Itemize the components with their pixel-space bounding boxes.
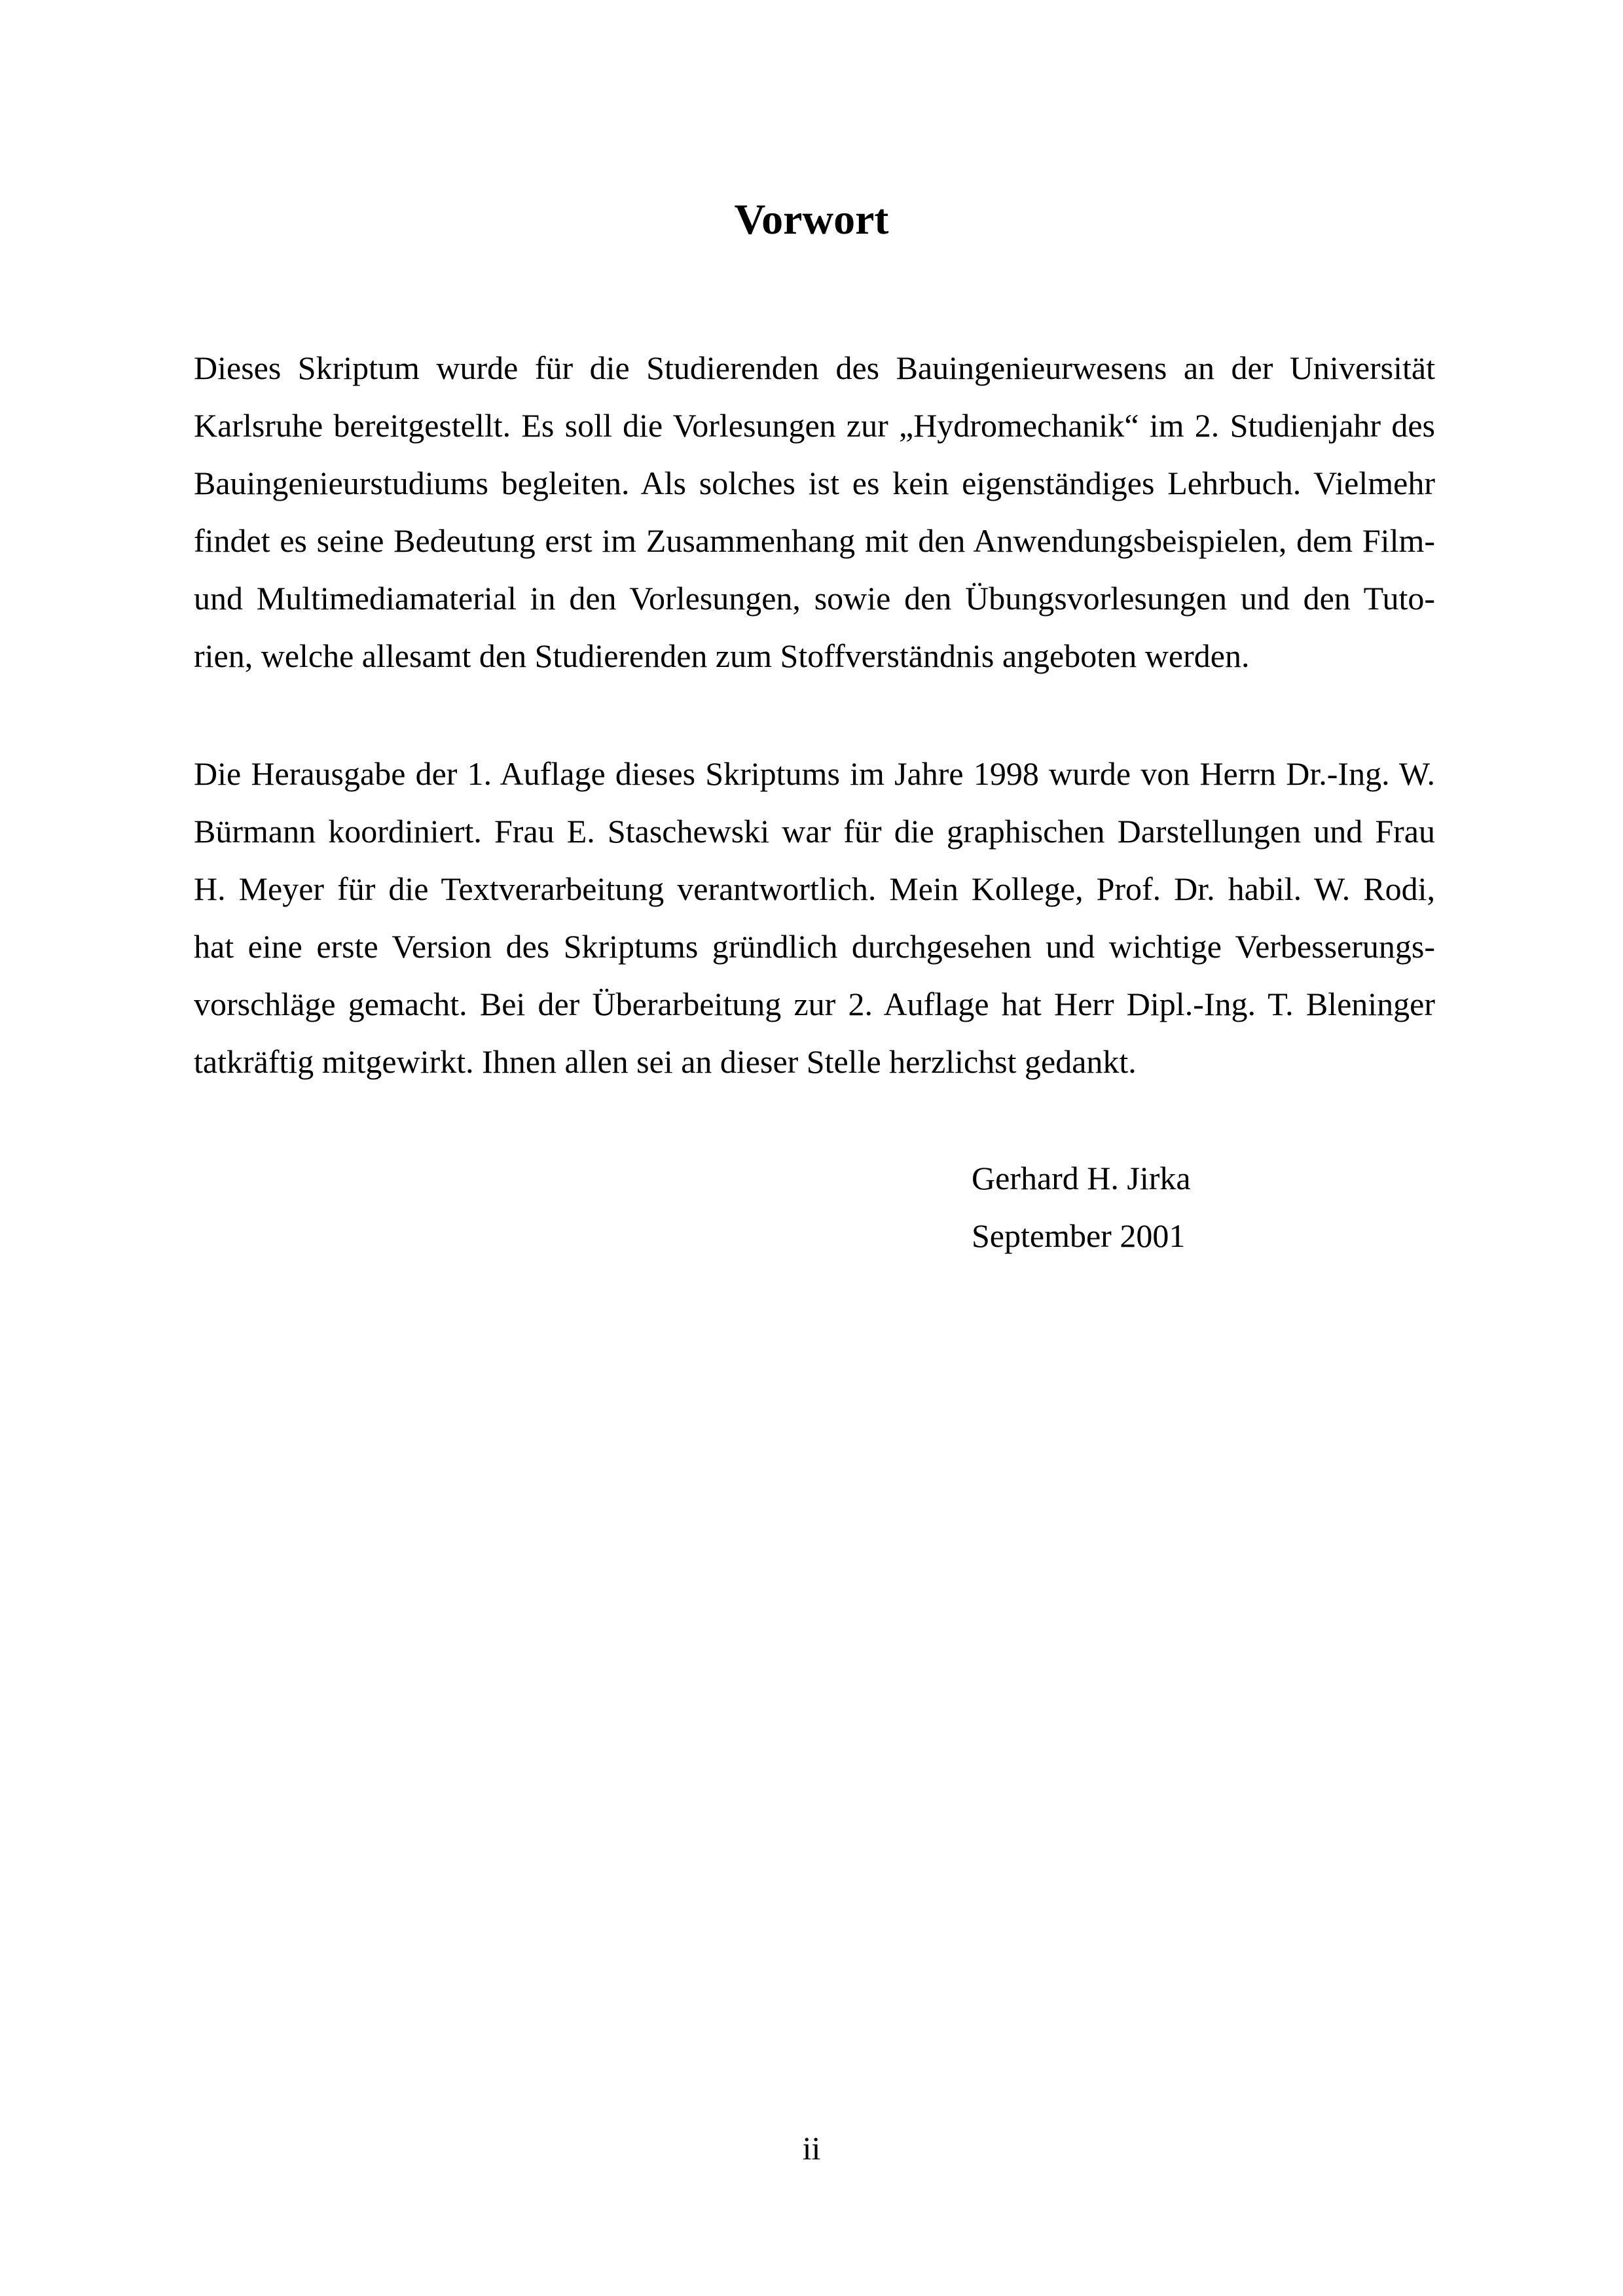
paragraph-2-line: Bürmann koordiniert. Frau E. Staschewski war für die graphischen Darstellungen und Frau (194, 813, 1435, 850)
page-number: ii (802, 2130, 821, 2166)
paragraph-1-line: findet es seine Bedeutung erst im Zusammenhang mit den Anwendungsbeispielen, dem Film- (194, 522, 1435, 559)
paragraph-2-line: H. Meyer für die Textverarbeitung verantwortlich. Mein Kollege, Prof. Dr. habil. W. Rodi, (194, 870, 1435, 907)
paragraph-1-line: rien, welche allesamt den Studierenden zum Stoffverständnis angeboten werden. (194, 637, 1250, 674)
paragraph-1 (194, 339, 1435, 685)
signature-date: September 2001 (972, 1217, 1186, 1254)
paragraph-2-line: vorschläge gemacht. Bei der Überarbeitung zur 2. Auflage hat Herr Dipl.-Ing. T. Bleninger (194, 986, 1435, 1022)
paragraph-2-line: Die Herausgabe der 1. Auflage dieses Skriptums im Jahre 1998 wurde von Herrn Dr.-Ing. W. (194, 755, 1435, 792)
paragraph-2 (194, 745, 1435, 1090)
paragraph-1-line: Dieses Skriptum wurde für die Studierenden des Bauingenieurwesens an der Universität (194, 350, 1435, 386)
paragraph-2-line: tatkräftig mitgewirkt. Ihnen allen sei an dieser Stelle herzlichst gedankt. (194, 1043, 1137, 1080)
signature-author: Gerhard H. Jirka (972, 1160, 1191, 1196)
paragraph-1-line: Karlsruhe bereitgestellt. Es soll die Vorlesungen zur „Hydromechanik“ im 2. Studienjahr des (194, 407, 1435, 444)
page-title: Vorwort (734, 196, 889, 243)
paragraph-1-line: Bauingenieurstudiums begleiten. Als solches ist es kein eigenständiges Lehrbuch. Vielmehr (194, 465, 1435, 501)
paragraph-2-line: hat eine erste Version des Skriptums gründlich durchgesehen und wichtige Verbesserungs- (194, 928, 1435, 965)
paragraph-1-line: und Multimediamaterial in den Vorlesungen, sowie den Übungsvorlesungen und den Tuto- (194, 580, 1435, 617)
signature-block (972, 1149, 1191, 1265)
